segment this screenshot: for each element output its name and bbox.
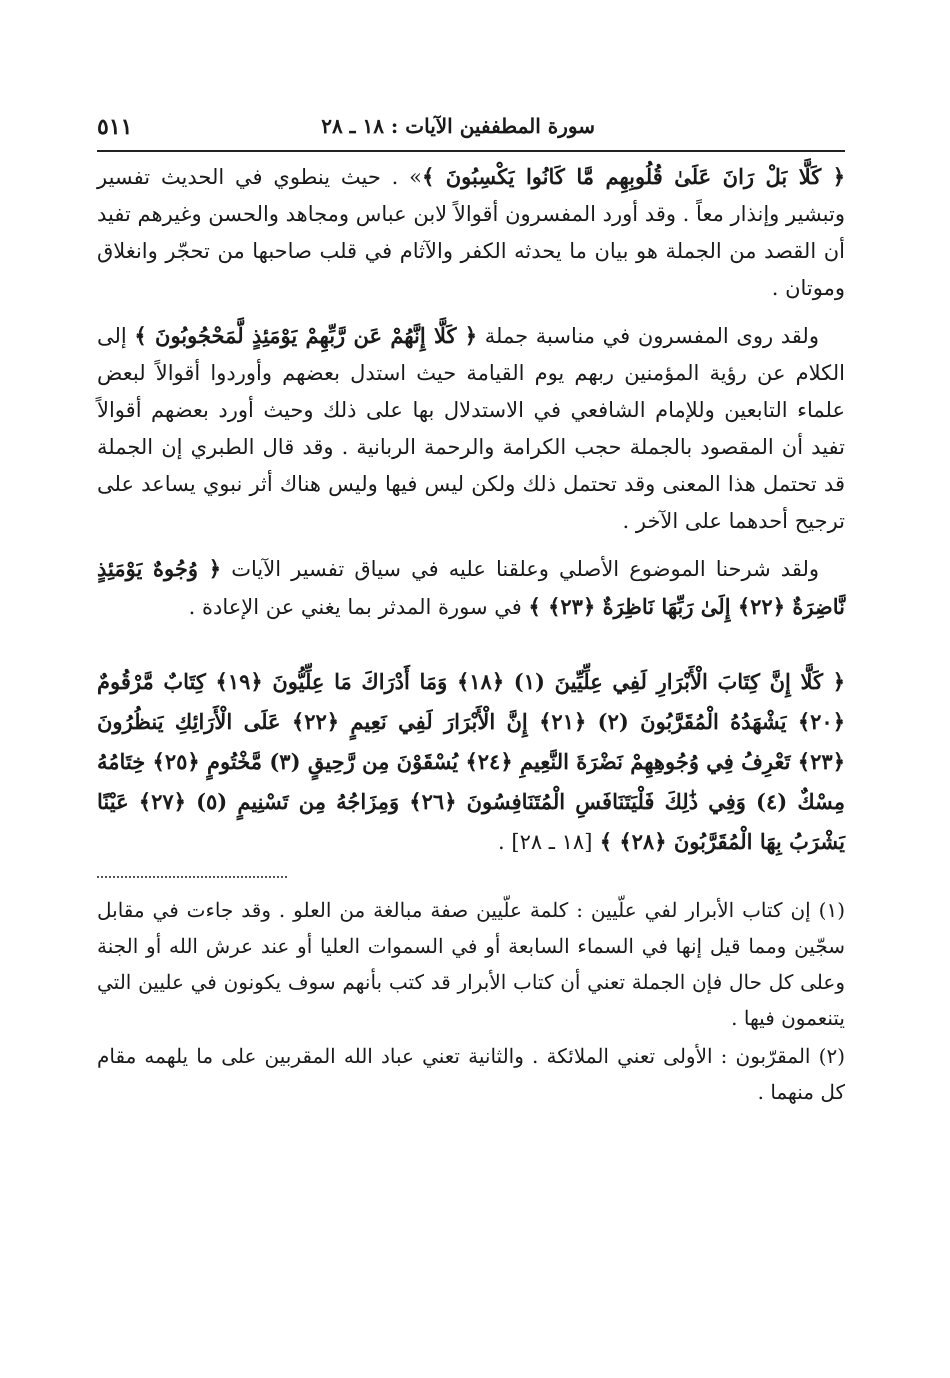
- main-text: [97, 158, 845, 626]
- quran-quote: ﴿ كَلَّا إِنَّهُمْ عَن رَّبِّهِمْ يَوْمَئِذٍ لَّمَحْجُوبُونَ ﴾: [134, 323, 478, 348]
- paragraph: [97, 317, 845, 540]
- page-number: ٥١١: [97, 114, 133, 140]
- paragraph-text: » . حيث ينطوي في الحديث تفسير وتبشير وإنذار معاً . وقد أورد المفسرون أقوالاً لابن عباس ومجاهد والحسن وغيرهم تفيد أن القصد من الجملة هو بيان ما يحدثه الكفر والآثام في قلب صاحبها من تحجّر وانغلاق وموتان .: [97, 165, 845, 300]
- paragraph-text: ولقد شرحنا الموضوع الأصلي وعلقنا عليه في سياق تفسير الآيات: [231, 557, 819, 581]
- quran-quote: ﴿ وُجُوهٌ يَوْمَئِذٍ نَّاضِرَةٌ ﴿٢٢﴾ إِلَىٰ رَبِّهَا نَاظِرَةٌ ﴿٢٣﴾ ﴾: [97, 556, 845, 619]
- verses-reference: [١٨ ـ ٢٨] .: [498, 830, 593, 854]
- page-title: سورة المطففين الآيات : ١٨ ـ ٢٨: [321, 114, 595, 138]
- book-page: [97, 108, 845, 1110]
- footnote: (٢) المقرّبون : الأولى تعني الملائكة . والثانية تعني عباد الله المقربين على ما يلهمه مقام كل منهما .: [97, 1044, 845, 1104]
- footnote: (١) إن كتاب الأبرار لفي علّيين : كلمة علّيين صفة مبالغة من العلو . وقد جاءت في مقابل سجّين ومما قيل إنها في السماء السابعة أو في السموات العليا أو عند عرش الله أو الجنة وعلى كل حال فإن الجملة تعني أن كتاب الأبرار قد كتب بأنهم سوف يكونون في عليين التي يتنعمون فيها .: [97, 898, 845, 1030]
- footnote-divider: [97, 876, 287, 878]
- paragraph-text: في سورة المدثر بما يغني عن الإعادة .: [188, 595, 522, 619]
- page-header: [97, 108, 845, 152]
- quran-verses: [97, 662, 845, 862]
- paragraph: [97, 158, 845, 307]
- paragraph-text: إلى الكلام عن رؤية المؤمنين ربهم يوم القيامة حيث استدل بعضهم وأوردوا أقوالاً لبعض علماء التابعين وللإمام الشافعي في الاستدلال بها على ذلك وحيث أورد بعضهم أقوالاً تفيد أن المقصود بالجملة حجب الكرامة والرحمة الربانية . وقد قال الطبري إن الجملة قد تحتمل هذا المعنى وقد تحتمل ذلك ولكن ليس فيها وليس هناك أثر نبوي يساعد على ترجيح أحدهما على الآخر .: [97, 324, 845, 533]
- verses-text: ﴿ كَلَّا إِنَّ كِتَابَ الْأَبْرَارِ لَفِي عِلِّيِّينَ (١) ﴿١٨﴾ وَمَا أَدْرَاكَ مَا عِلِّيُّونَ ﴿١٩﴾ كِتَابٌ مَّرْقُومٌ ﴿٢٠﴾ يَشْهَدُهُ الْمُقَرَّبُونَ (٢) ﴿٢١﴾ إِنَّ الْأَبْرَارَ لَفِي نَعِيمٍ ﴿٢٢﴾ عَلَى الْأَرَائِكِ يَنظُرُونَ ﴿٢٣﴾ تَعْرِفُ فِي وُجُوهِهِمْ نَضْرَةَ النَّعِيمِ ﴿٢٤﴾ يُسْقَوْنَ مِن رَّحِيقٍ (٣) مَّخْتُومٍ ﴿٢٥﴾ خِتَامُهُ مِسْكٌ (٤) وَفِي ذَٰلِكَ فَلْيَتَنَافَسِ الْمُتَنَافِسُونَ ﴿٢٦﴾ وَمِزَاجُهُ مِن تَسْنِيمٍ (٥) ﴿٢٧﴾ عَيْنًا يَشْرَبُ بِهَا الْمُقَرَّبُونَ ﴿٢٨﴾ ﴾: [97, 669, 846, 854]
- paragraph-text: ولقد روى المفسرون في مناسبة جملة: [484, 324, 819, 348]
- paragraph: [97, 550, 845, 626]
- footnotes: [97, 892, 845, 1110]
- quran-quote: ﴿ كَلَّا بَلْ رَانَ عَلَىٰ قُلُوبِهِم مَّا كَانُوا يَكْسِبُونَ ﴾: [421, 164, 845, 189]
